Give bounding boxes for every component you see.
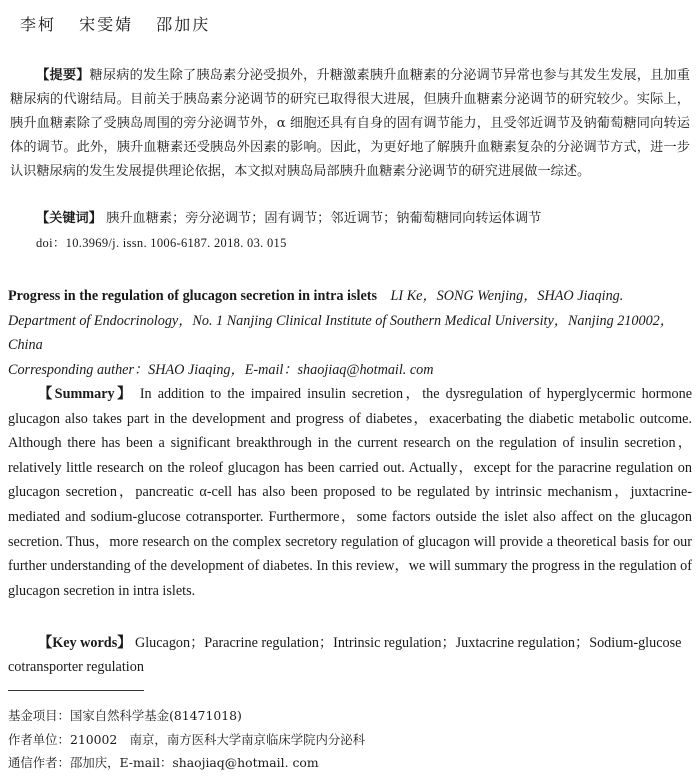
english-affiliation: Department of Endocrinology，No. 1 Nanjing Clinical Institute of Southern Medical University，Nanjing 210002，China bbox=[8, 312, 674, 353]
author-names bbox=[20, 12, 226, 35]
english-authors: LI Ke，SONG Wenjing，SHAO Jiaqing. bbox=[390, 288, 624, 304]
cn-abstract-tag: 【提要】 bbox=[36, 68, 90, 83]
summary-text: In addition to the impaired insulin secretion，the dysregulation of hyperglycermic hormone glucagon also takes part in the development and progress of diabetes，exacerbating the diabetic metabolic outcome. Although there has been a significant breakthrough in the current research on the regulation of insulin secretion，relatively little research on the roleof glucagon has been carried out. Actually，except for the paracrine regulation on glucagon secretion，pancreatic α-cell has also been proposed to be regulated by intrinsic mechanism，juxtacrine-mediated and sodium-glucose cotransporter. Furthermore，some factors outside the islet also affect on the glucagon secretion. Thus，more research on the complex secretory regulation of glucagon will provide a theoretical basis for our further understanding of the development of diabetes. In this review，we will summary the progress in the regulation of glucagon secretion in intra islets. bbox=[8, 386, 692, 599]
author-2: 宋雯婧 bbox=[79, 15, 134, 34]
author-3: 邵加庆 bbox=[156, 15, 211, 34]
english-title: Progress in the regulation of glucagon secretion in intra islets bbox=[8, 288, 377, 304]
cn-keywords-text: 胰升血糖素；旁分泌调节；固有调节；邻近调节；钠葡萄糖同向转运体调节 bbox=[106, 211, 542, 226]
footnote-contact: 通信作者：邵加庆，E-mail：shaojiaq@hotmail. com bbox=[8, 755, 319, 770]
english-summary bbox=[8, 382, 692, 603]
cn-keywords-tag: 【关键词】 bbox=[36, 211, 102, 226]
cn-abstract-text: 糖尿病的发生除了胰岛素分泌受损外，升糖激素胰升血糖素的分泌调节异常也参与其发生发展，且加重糖尿病的代谢结局。目前关于胰岛素分泌调节的研究已取得很大进展，但胰升血糖素分泌调节的研究较少。实际上，胰升血糖素除了受胰岛周围的旁分泌调节外，α 细胞还具有自身的固有调节能力，且受邻近调节及钠葡萄糖同向转运体的调节。此外，胰升血糖素还受胰岛外因素的影响。因此，为更好地了解胰升血糖素复杂的分泌调节方式，进一步认识糖尿病的发生发展提供理论依据，本文拟对胰岛局部胰升血糖素分泌调节的研究进展做一综述。 bbox=[10, 68, 690, 179]
footnote-unit: 作者单位：210002 南京，南方医科大学南京临床学院内分泌科 bbox=[8, 732, 366, 747]
footnote-fund: 基金项目：国家自然科学基金(81471018) bbox=[8, 708, 242, 723]
footnote-divider bbox=[8, 690, 144, 691]
keywords-tag: 【Key words】 bbox=[38, 635, 132, 651]
corresponding-author: Corresponding auther：SHAO Jiaqing，E-mail：shaojiaq@hotmail. com bbox=[8, 361, 434, 378]
author-1: 李柯 bbox=[20, 15, 57, 34]
english-header bbox=[8, 284, 692, 382]
chinese-keywords bbox=[36, 208, 541, 230]
doi: doi：10.3969/j. issn. 1006-6187. 2018. 03. 015 bbox=[36, 236, 287, 250]
english-keywords bbox=[8, 632, 692, 679]
chinese-abstract bbox=[10, 64, 690, 184]
keywords-text: Glucagon；Paracrine regulation；Intrinsic regulation；Juxtacrine regulation；Sodium-glucose cotransporter regulation bbox=[8, 635, 682, 675]
summary-tag: 【Summary】 bbox=[38, 386, 134, 402]
